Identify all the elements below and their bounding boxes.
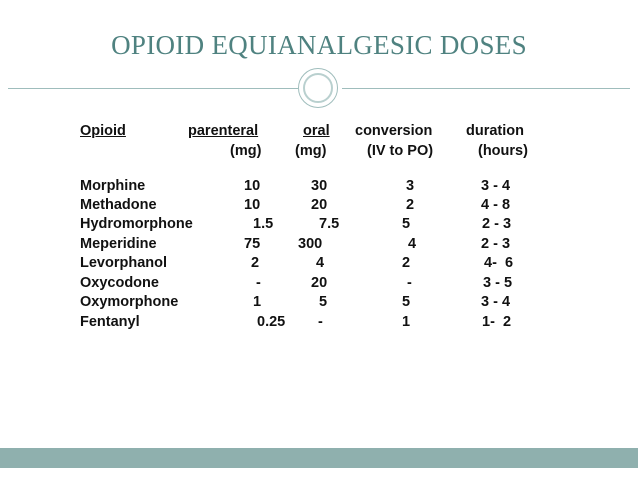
row-meperidine-name: Meperidine: [80, 236, 157, 252]
row-hydromorphone-name: Hydromorphone: [80, 216, 193, 232]
header-oral: oral: [303, 123, 330, 139]
row-oxycodone-name: Oxycodone: [80, 275, 159, 291]
row-methadone-parenteral: 10: [244, 197, 261, 213]
row-hydromorphone-conversion: 5: [402, 216, 411, 232]
header-conversion: conversion: [355, 123, 433, 139]
row-methadone-name: Methadone: [80, 197, 157, 213]
header-parenteral-unit: (mg): [230, 143, 262, 159]
row-morphine-name: Morphine: [80, 178, 146, 194]
row-fentanyl-name: Fentanyl: [80, 314, 140, 330]
row-morphine-parenteral: 10: [244, 178, 261, 194]
row-morphine-duration: 3 - 4: [481, 178, 511, 194]
row-methadone-conversion: 2: [406, 197, 415, 213]
row-hydromorphone-duration: 2 - 3: [482, 216, 512, 232]
row-oxymorphone-parenteral: 1: [253, 294, 262, 310]
row-levorphanol-oral: 4: [316, 255, 325, 271]
row-fentanyl-duration: 1- 2: [482, 314, 512, 330]
row-levorphanol-parenteral: 2: [251, 255, 260, 271]
row-oxycodone-duration: 3 - 5: [483, 275, 513, 291]
row-oxycodone-oral: 20: [311, 275, 328, 291]
row-oxycodone-conversion: -: [407, 275, 412, 291]
row-meperidine-oral: 300: [298, 236, 323, 252]
row-fentanyl-conversion: 1: [402, 314, 411, 330]
slide-title: OPIOID EQUIANALGESIC DOSES: [111, 30, 527, 60]
row-hydromorphone-oral: 7.5: [319, 216, 340, 232]
bottom-accent-bar: [0, 448, 638, 468]
row-meperidine-parenteral: 75: [244, 236, 261, 252]
row-meperidine-conversion: 4: [408, 236, 417, 252]
row-oxymorphone-duration: 3 - 4: [481, 294, 511, 310]
row-fentanyl-oral: -: [318, 314, 323, 330]
header-duration-unit: (hours): [478, 143, 528, 159]
row-oxymorphone-oral: 5: [319, 294, 328, 310]
row-methadone-duration: 4 - 8: [481, 197, 511, 213]
row-oxymorphone-conversion: 5: [402, 294, 411, 310]
row-fentanyl-parenteral: 0.25: [257, 314, 286, 330]
header-duration: duration: [466, 123, 524, 139]
row-hydromorphone-parenteral: 1.5: [253, 216, 274, 232]
row-levorphanol-name: Levorphanol: [80, 255, 168, 271]
row-levorphanol-conversion: 2: [402, 255, 411, 271]
header-opioid: Opioid: [80, 123, 126, 139]
row-morphine-conversion: 3: [406, 178, 415, 194]
row-levorphanol-duration: 4- 6: [484, 255, 514, 271]
header-conversion-unit: (IV to PO): [367, 143, 434, 159]
header-oral-unit: (mg): [295, 143, 327, 159]
row-oxycodone-parenteral: -: [256, 275, 261, 291]
row-methadone-oral: 20: [311, 197, 328, 213]
row-meperidine-duration: 2 - 3: [481, 236, 511, 252]
header-parenteral: parenteral: [188, 123, 259, 139]
row-oxymorphone-name: Oxymorphone: [80, 294, 179, 310]
row-morphine-oral: 30: [311, 178, 328, 194]
